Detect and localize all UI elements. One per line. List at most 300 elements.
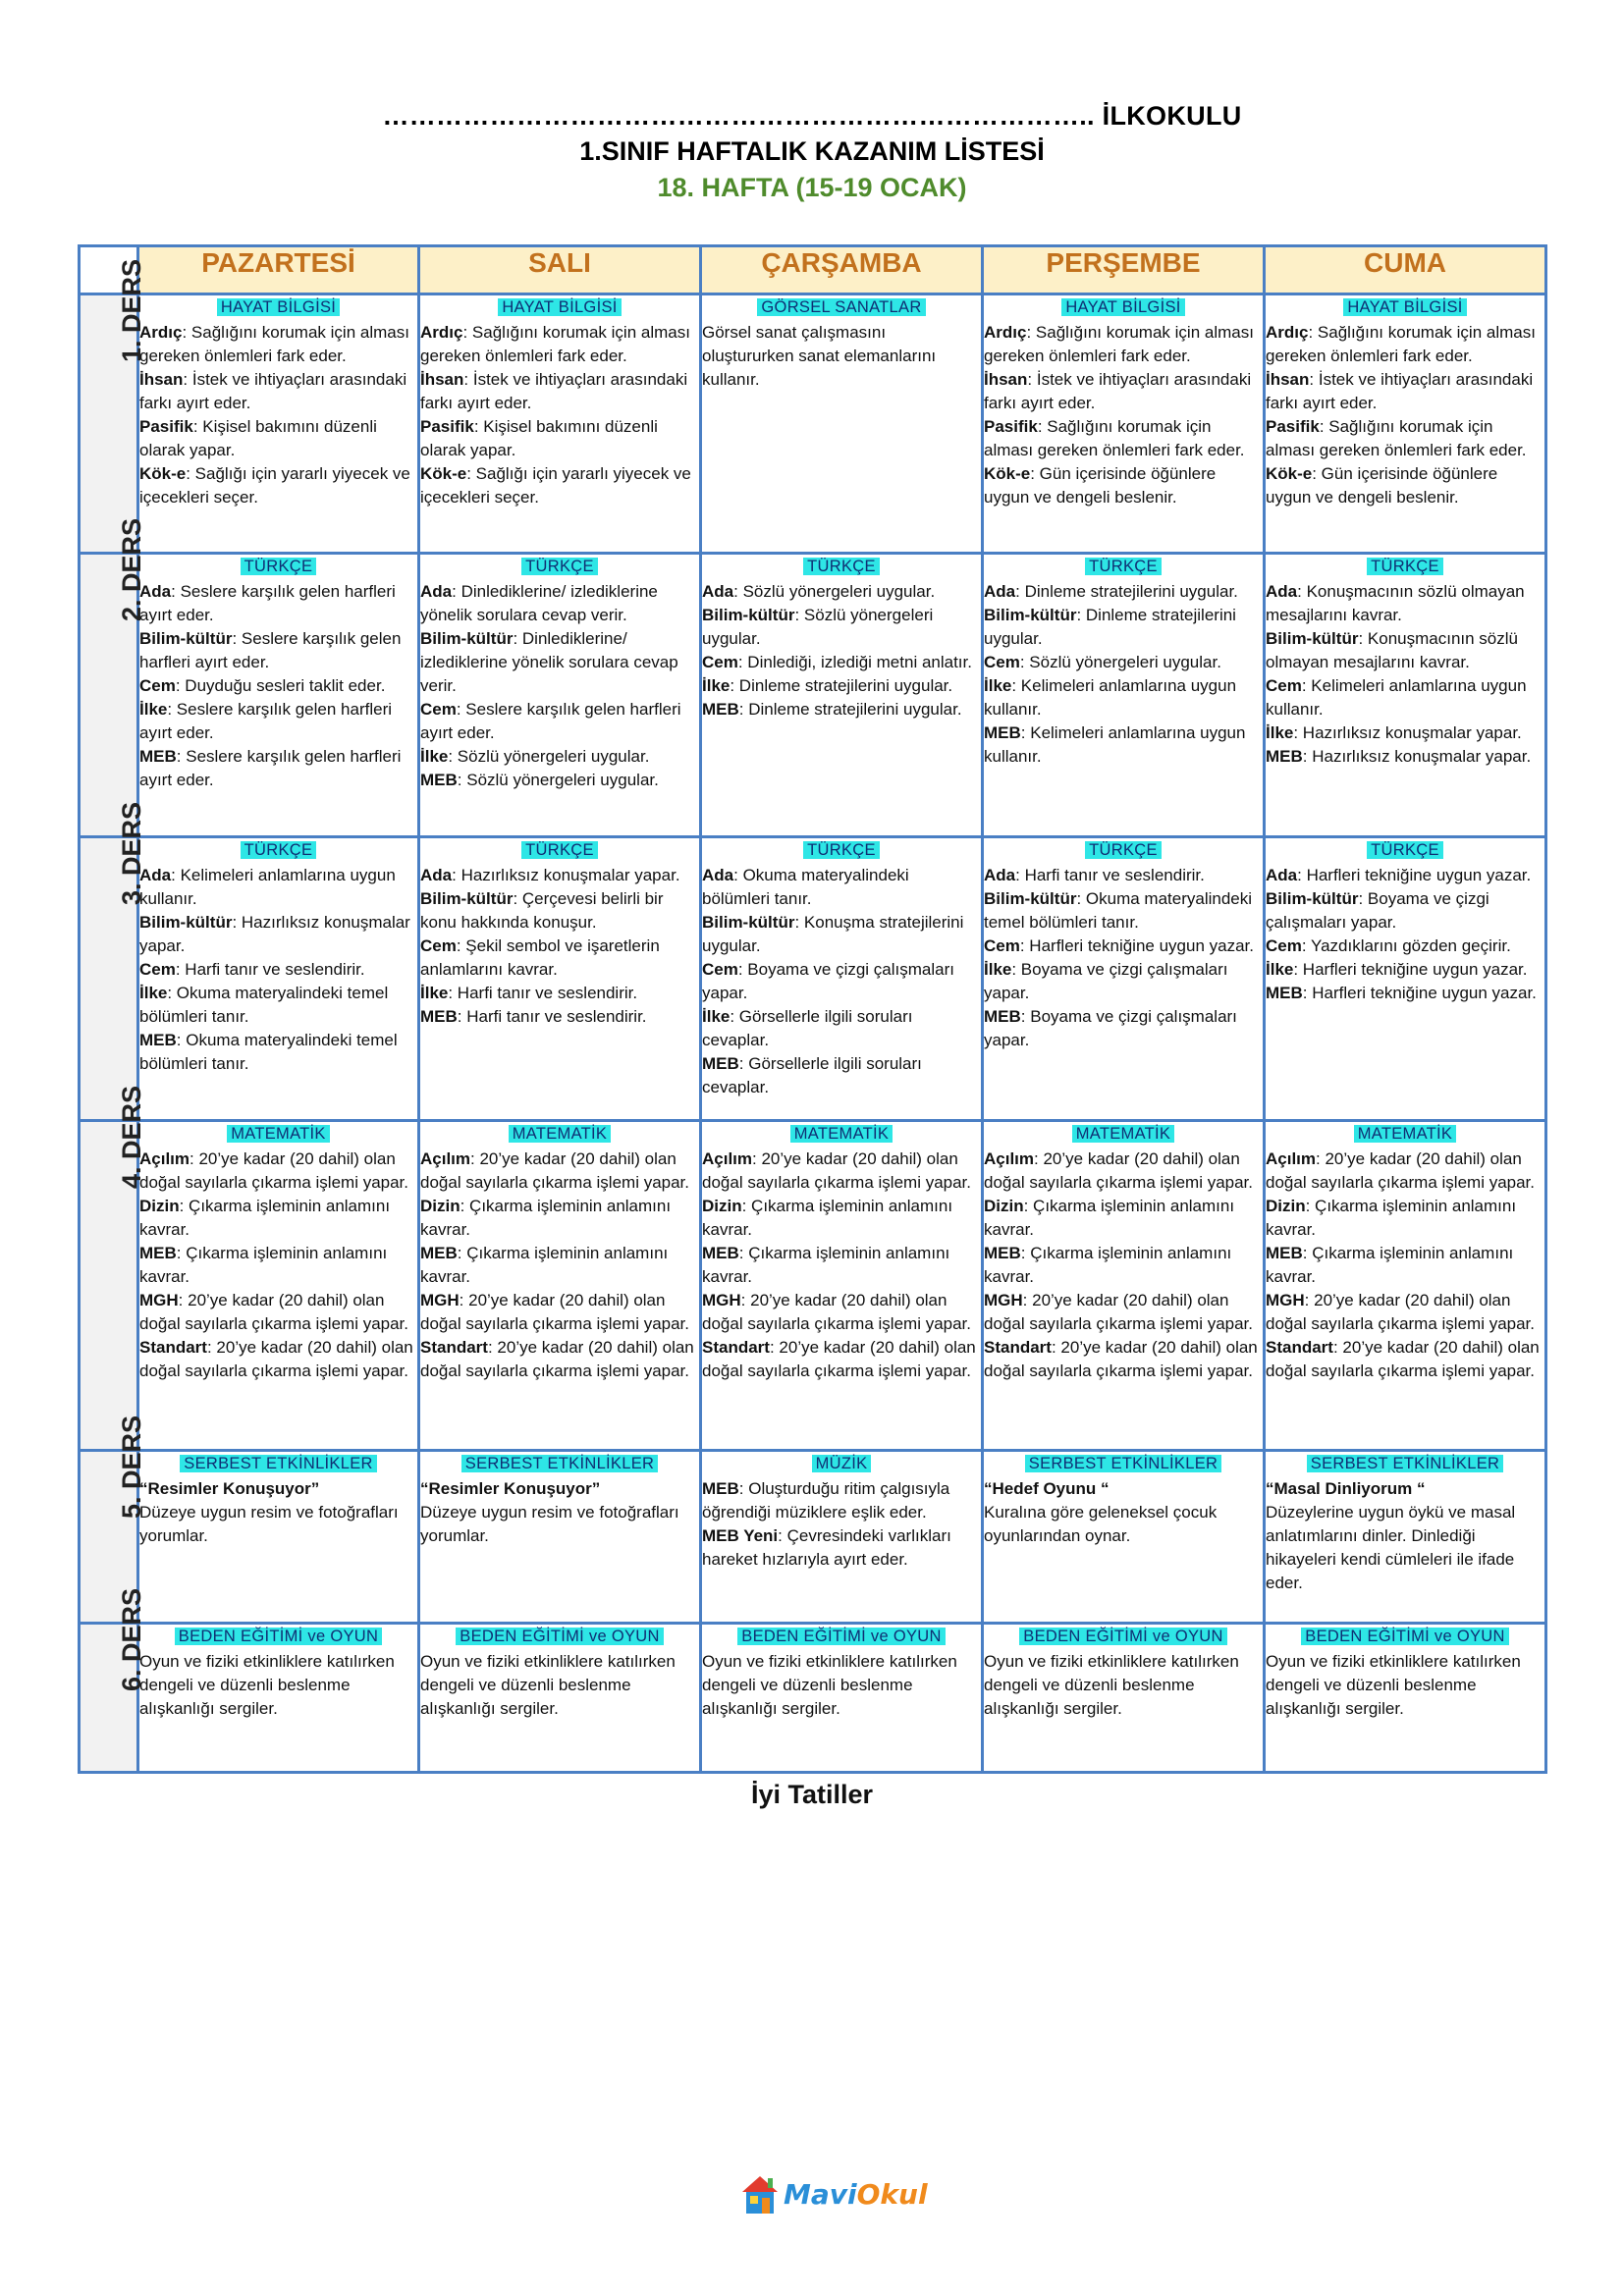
subject-heading (420, 1627, 699, 1647)
outcome-line (984, 1005, 1263, 1052)
source-label: Açılım (984, 1149, 1035, 1168)
subject-badge: BEDEN EĞİTİMİ ve OYUN (1301, 1628, 1508, 1645)
outcome-text: : Seslere karşılık gelen harfleri ayırt eder. (420, 700, 681, 742)
source-label: İhsan (1266, 370, 1310, 389)
outcome-line (420, 1477, 699, 1501)
outcome-line (1266, 580, 1544, 627)
subject-badge: GÖRSEL SANATLAR (757, 298, 925, 316)
outcome-line (702, 1148, 981, 1195)
source-label: İhsan (984, 370, 1028, 389)
subject-badge: TÜRKÇE (241, 841, 317, 859)
outcome-text: : 20’ye kadar (20 dahil) olan doğal sayılarla çıkarma işlemi yapar. (702, 1291, 972, 1333)
outcome-text: : 20’ye kadar (20 dahil) olan doğal sayılarla çıkarma işlemi yapar. (420, 1291, 690, 1333)
outcome-line (702, 604, 981, 651)
outcome-text: Düzeylerine uygun öykü ve masal anlatımlarını dinler. Dinlediği hikayeleri kendi cümleleri ile ifade eder. (1266, 1503, 1516, 1592)
outcome-line (1266, 1148, 1544, 1195)
subject-badge: SERBEST ETKİNLİKLER (1307, 1455, 1503, 1472)
source-label: MEB (139, 1244, 177, 1262)
period-row (80, 1624, 1546, 1773)
source-label: Cem (139, 960, 176, 979)
outcome-line (984, 721, 1263, 769)
source-label: Ardıç (420, 323, 463, 342)
outcome-text: : Boyama ve çizgi çalışmaları yapar. (702, 960, 954, 1002)
schedule-cell (1265, 1121, 1546, 1451)
outcome-text: : Seslere karşılık gelen harfleri ayırt eder. (139, 700, 393, 742)
outcome-line (1266, 462, 1544, 509)
source-label: Standart (702, 1338, 770, 1357)
outcome-text: : Çerçevesi belirli bir konu hakkında konuşur. (420, 889, 664, 932)
outcome-line (139, 368, 417, 415)
outcome-text: : Çıkarma işleminin anlamını kavrar. (139, 1197, 391, 1239)
schedule-cell (983, 554, 1265, 837)
outcome-line (984, 1242, 1263, 1289)
source-label: Pasifik (1266, 417, 1320, 436)
outcome-text: : Sağlığı için yararlı yiyecek ve içecekleri seçer. (139, 464, 410, 507)
outcome-line (139, 982, 417, 1029)
outcome-line (702, 1477, 981, 1524)
day-header: ÇARŞAMBA (701, 246, 983, 294)
subject-badge: HAYAT BİLGİSİ (1343, 298, 1466, 316)
schedule-cell (701, 1624, 983, 1773)
subject-heading (702, 1454, 981, 1474)
outcome-line (984, 580, 1263, 604)
outcome-line (702, 674, 981, 698)
period-label-cell (80, 1085, 147, 1451)
outcome-text: : Boyama ve çizgi çalışmaları yapar. (1266, 889, 1489, 932)
source-label: MEB (1266, 1244, 1303, 1262)
outcome-line (984, 887, 1263, 934)
outcome-text: : İstek ve ihtiyaçları arasındaki farkı ayırt eder. (139, 370, 407, 412)
logo-text-okul: Okul (856, 2178, 928, 2211)
source-label: Bilim-kültür (984, 606, 1077, 624)
outcome-text: : Konuşmacının sözlü olmayan mesajlarını kavrar. (1266, 629, 1518, 671)
schedule-cell (419, 294, 701, 554)
source-label: Dizin (702, 1197, 742, 1215)
outcome-text: : Sağlığını korumak için alması gereken önlemleri fark eder. (420, 323, 690, 365)
subject-badge: BEDEN EĞİTİMİ ve OYUN (737, 1628, 945, 1645)
outcome-text: : Okuma materyalindeki temel bölümleri tanır. (984, 889, 1253, 932)
subject-heading (702, 840, 981, 861)
outcome-line (984, 368, 1263, 415)
outcome-text: : Seslere karşılık gelen harfleri ayırt eder. (139, 582, 396, 624)
source-label: “Resimler Konuşuyor” (139, 1479, 320, 1498)
outcome-text: : Harfleri tekniğine uygun yazar. (1019, 936, 1254, 955)
outcome-text: : Çıkarma işleminin anlamını kavrar. (1266, 1244, 1514, 1286)
outcome-line (139, 1501, 417, 1548)
outcome-text: : Sözlü yönergeleri uygular. (733, 582, 936, 601)
logo-text-mavi: Mavi (784, 2178, 857, 2211)
outcome-text: : Konuşmacının sözlü olmayan mesajlarını kavrar. (1266, 582, 1525, 624)
outcome-text: : 20’ye kadar (20 dahil) olan doğal sayılarla çıkarma işlemi yapar. (984, 1291, 1254, 1333)
outcome-text: Oyun ve fiziki etkinliklere katılırken dengeli ve düzenli beslenme alışkanlığı sergiler. (139, 1652, 395, 1718)
outcome-text: Oyun ve fiziki etkinliklere katılırken dengeli ve düzenli beslenme alışkanlığı sergiler. (984, 1652, 1239, 1718)
outcome-line (984, 674, 1263, 721)
outcome-line (420, 698, 699, 745)
outcome-text: : 20’ye kadar (20 dahil) olan doğal sayılarla çıkarma işlemi yapar. (702, 1338, 976, 1380)
week-title: 18. HAFTA (15-19 OCAK) (657, 173, 967, 202)
subject-heading (1266, 557, 1544, 577)
schedule-cell (1265, 837, 1546, 1121)
outcome-text: : Gün içerisinde öğünlere uygun ve dengeli beslenir. (1266, 464, 1498, 507)
subject-badge: TÜRKÇE (241, 558, 317, 575)
outcome-text: : Çıkarma işleminin anlamını kavrar. (702, 1244, 950, 1286)
source-label: MEB (984, 723, 1021, 742)
outcome-line (702, 1336, 981, 1383)
outcome-line (984, 462, 1263, 509)
outcome-line (702, 1242, 981, 1289)
outcome-line (139, 1029, 417, 1076)
outcome-text: : Kişisel bakımını düzenli olarak yapar. (139, 417, 377, 459)
outcome-text: : Görsellerle ilgili soruları cevaplar. (702, 1054, 922, 1096)
outcome-text: : 20’ye kadar (20 dahil) olan doğal sayılarla çıkarma işlemi yapar. (702, 1149, 972, 1192)
source-label: Bilim-kültür (1266, 629, 1359, 648)
source-label: MGH (1266, 1291, 1305, 1309)
outcome-text: : Dinlediği, izlediği metni anlatır. (737, 653, 972, 671)
source-label: Bilim-kültür (139, 629, 233, 648)
outcome-text: : Kelimeleri anlamlarına uygun kullanır. (984, 723, 1246, 766)
schedule-cell (419, 554, 701, 837)
outcome-text: : Çıkarma işleminin anlamını kavrar. (420, 1244, 669, 1286)
subject-badge: MATEMATİK (509, 1125, 612, 1143)
outcome-line (1266, 627, 1544, 674)
source-label: İhsan (420, 370, 464, 389)
subject-badge: HAYAT BİLGİSİ (217, 298, 340, 316)
outcome-text: : 20’ye kadar (20 dahil) olan doğal sayılarla çıkarma işlemi yapar. (139, 1291, 409, 1333)
outcome-line (702, 1052, 981, 1099)
schedule-cell (1265, 1451, 1546, 1624)
outcome-text: Görsel sanat çalışmasını oluştururken sanat elemanlarını kullanır. (702, 323, 937, 389)
outcome-text: : Okuma materyalindeki temel bölümleri tanır. (139, 1031, 398, 1073)
source-label: Pasifik (984, 417, 1038, 436)
schedule-cell (419, 1624, 701, 1773)
page-header (0, 98, 1624, 206)
outcome-line (420, 745, 699, 769)
outcome-line (1266, 1242, 1544, 1289)
day-header: PAZARTESİ (138, 246, 419, 294)
subject-heading (139, 1124, 417, 1145)
outcome-text: : Dinleme stratejilerini uygular. (984, 606, 1236, 648)
outcome-line (702, 580, 981, 604)
outcome-line (702, 1195, 981, 1242)
source-label: Açılım (420, 1149, 471, 1168)
outcome-line (420, 321, 699, 368)
outcome-line (139, 415, 417, 462)
subject-heading (1266, 1627, 1544, 1647)
source-label: İlke (984, 960, 1012, 979)
source-label: MEB (702, 1244, 739, 1262)
outcome-line (702, 698, 981, 721)
outcome-text: : İstek ve ihtiyaçları arasındaki farkı ayırt eder. (984, 370, 1252, 412)
day-header: SALI (419, 246, 701, 294)
period-row (80, 294, 1546, 554)
outcome-text: : Dinleme stratejilerini uygular. (730, 676, 953, 695)
outcome-line (1266, 1289, 1544, 1336)
source-label: Cem (139, 676, 176, 695)
source-label: MEB (702, 1479, 739, 1498)
footer-text: İyi Tatiller (750, 1780, 874, 1809)
outcome-text: : Hazırlıksız konuşmalar yapar. (1293, 723, 1522, 742)
schedule-cell (983, 837, 1265, 1121)
source-label: MEB (139, 1031, 177, 1049)
subject-badge: TÜRKÇE (1367, 558, 1443, 575)
outcome-text: : Çıkarma işleminin anlamını kavrar. (984, 1197, 1235, 1239)
outcome-text: : Konuşma stratejilerini uygular. (702, 913, 964, 955)
source-label: Açılım (702, 1149, 753, 1168)
outcome-line (420, 627, 699, 698)
source-label: Dizin (420, 1197, 460, 1215)
outcome-line (984, 651, 1263, 674)
source-label: MGH (420, 1291, 460, 1309)
outcome-line (139, 1195, 417, 1242)
outcome-text: : Okuma materyalindeki temel bölümleri tanır. (139, 984, 389, 1026)
source-label: Dizin (139, 1197, 180, 1215)
subject-badge: MATEMATİK (227, 1125, 330, 1143)
outcome-line (702, 1524, 981, 1572)
schedule-cell (1265, 554, 1546, 837)
outcome-line (420, 934, 699, 982)
subject-heading (139, 1627, 417, 1647)
outcome-line (1266, 674, 1544, 721)
outcome-line (420, 769, 699, 792)
outcome-line (1266, 958, 1544, 982)
outcome-text: : Sağlığını korumak için alması gereken önlemleri fark eder. (1266, 417, 1527, 459)
outcome-line (139, 1148, 417, 1195)
outcome-text: : Çıkarma işleminin anlamını kavrar. (420, 1197, 672, 1239)
outcome-line (139, 627, 417, 674)
period-label: 2. DERS (117, 517, 147, 622)
outcome-line (1266, 934, 1544, 958)
outcome-text: : Duyduğu sesleri taklit eder. (175, 676, 386, 695)
outcome-line (1266, 368, 1544, 415)
subject-heading (702, 1124, 981, 1145)
source-label: Pasifik (139, 417, 193, 436)
subject-badge: HAYAT BİLGİSİ (498, 298, 621, 316)
page-title: 1.SINIF HAFTALIK KAZANIM LİSTESİ (579, 136, 1045, 166)
source-label: Açılım (1266, 1149, 1317, 1168)
source-label: MGH (984, 1291, 1023, 1309)
outcome-line (139, 745, 417, 792)
day-header: PERŞEMBE (983, 246, 1265, 294)
outcome-line (420, 1336, 699, 1383)
outcome-line (139, 1289, 417, 1336)
outcome-text: : 20’ye kadar (20 dahil) olan doğal sayılarla çıkarma işlemi yapar. (139, 1149, 409, 1192)
outcome-text: : 20’ye kadar (20 dahil) olan doğal sayılarla çıkarma işlemi yapar. (1266, 1291, 1536, 1333)
outcome-text: : Harfleri tekniğine uygun yazar. (1293, 960, 1528, 979)
period-label-cell (80, 801, 147, 1121)
source-label: Cem (420, 936, 457, 955)
outcome-text: : Çıkarma işleminin anlamını kavrar. (984, 1244, 1232, 1286)
source-label: MEB (984, 1007, 1021, 1026)
outcome-line (702, 958, 981, 1005)
subject-heading (984, 1124, 1263, 1145)
source-label: Ada (702, 866, 734, 884)
source-label: İlke (420, 747, 449, 766)
schedule-cell (1265, 1624, 1546, 1773)
outcome-line (420, 1289, 699, 1336)
subject-heading (420, 1124, 699, 1145)
outcome-line (984, 864, 1263, 887)
subject-badge: SERBEST ETKİNLİKLER (461, 1455, 658, 1472)
subject-heading (420, 557, 699, 577)
logo-text (784, 2178, 928, 2211)
outcome-line (1266, 1195, 1544, 1242)
outcome-line (1266, 415, 1544, 462)
outcome-text: : Sözlü yönergeleri uygular. (457, 771, 659, 789)
subject-heading (984, 1627, 1263, 1647)
subject-heading (702, 557, 981, 577)
subject-badge: TÜRKÇE (521, 841, 598, 859)
outcome-line (984, 415, 1263, 462)
outcome-line (139, 580, 417, 627)
schedule-cell (138, 1121, 419, 1451)
outcome-line (420, 1005, 699, 1029)
outcome-line (1266, 982, 1544, 1005)
outcome-text: : Yazdıklarını gözden geçirir. (1301, 936, 1511, 955)
outcome-line (1266, 1477, 1544, 1501)
subject-badge: BEDEN EĞİTİMİ ve OYUN (456, 1628, 663, 1645)
outcome-text: Oyun ve fiziki etkinliklere katılırken dengeli ve düzenli beslenme alışkanlığı sergiler. (420, 1652, 676, 1718)
source-label: Bilim-kültür (1266, 889, 1359, 908)
schedule-cell (983, 1624, 1265, 1773)
outcome-text: : Harfi tanır ve seslendirir. (175, 960, 365, 979)
outcome-line (1266, 321, 1544, 368)
outcome-line (420, 887, 699, 934)
outcome-text: : İstek ve ihtiyaçları arasındaki farkı ayırt eder. (420, 370, 688, 412)
subject-heading (139, 840, 417, 861)
outcome-text: : 20’ye kadar (20 dahil) olan doğal sayılarla çıkarma işlemi yapar. (1266, 1149, 1536, 1192)
period-label: 3. DERS (117, 801, 147, 906)
source-label: Cem (1266, 676, 1302, 695)
source-label: Ada (702, 582, 734, 601)
outcome-line (702, 1650, 981, 1721)
source-label: İlke (1266, 960, 1294, 979)
schedule-cell (983, 1121, 1265, 1451)
subject-heading (1266, 840, 1544, 861)
subject-badge: BEDEN EĞİTİMİ ve OYUN (1019, 1628, 1226, 1645)
source-label: Ardıç (984, 323, 1027, 342)
outcome-line (420, 1148, 699, 1195)
source-label: MEB Yeni (702, 1526, 779, 1545)
outcome-text: : Çıkarma işleminin anlamını kavrar. (1266, 1197, 1517, 1239)
outcome-text: Oyun ve fiziki etkinliklere katılırken dengeli ve düzenli beslenme alışkanlığı sergiler. (1266, 1652, 1521, 1718)
outcome-text: : Seslere karşılık gelen harfleri ayırt eder. (139, 747, 402, 789)
outcome-text: : Şekil sembol ve işaretlerin anlamlarını kavrar. (420, 936, 660, 979)
outcome-text: : Sözlü yönergeleri uygular. (1019, 653, 1221, 671)
mavi-okul-logo (740, 2174, 928, 2217)
outcome-text: : Sözlü yönergeleri uygular. (702, 606, 934, 648)
source-label: Bilim-kültür (702, 913, 795, 932)
source-label: İlke (984, 676, 1012, 695)
outcome-line (139, 1336, 417, 1383)
source-label: Kök-e (1266, 464, 1313, 483)
outcome-line (420, 1501, 699, 1548)
schedule-cell (701, 554, 983, 837)
period-label: 6. DERS (117, 1587, 147, 1692)
outcome-text: : Boyama ve çizgi çalışmaları yapar. (984, 1007, 1237, 1049)
period-row (80, 1121, 1546, 1451)
source-label: Bilim-kültür (420, 889, 514, 908)
subject-badge: MATEMATİK (1072, 1125, 1175, 1143)
subject-badge: TÜRKÇE (1085, 841, 1162, 859)
source-label: Ada (139, 866, 172, 884)
outcome-line (420, 415, 699, 462)
subject-heading (984, 1454, 1263, 1474)
outcome-text: : Dinleme stratejilerini uygular. (738, 700, 962, 719)
outcome-line (420, 982, 699, 1005)
source-label: İlke (139, 984, 168, 1002)
outcome-line (139, 1650, 417, 1721)
subject-badge: MATEMATİK (790, 1125, 893, 1143)
source-label: Ada (984, 582, 1016, 601)
source-label: Ada (984, 866, 1016, 884)
outcome-line (984, 1148, 1263, 1195)
subject-heading (139, 557, 417, 577)
source-label: Bilim-kültür (420, 629, 514, 648)
source-label: Dizin (1266, 1197, 1306, 1215)
outcome-text: : Gün içerisinde öğünlere uygun ve dengeli beslenir. (984, 464, 1217, 507)
period-row (80, 1451, 1546, 1624)
schedule-cell (701, 1121, 983, 1451)
outcome-text: Düzeye uygun resim ve fotoğrafları yorumlar. (420, 1503, 679, 1545)
source-label: Cem (1266, 936, 1302, 955)
schedule-cell (138, 1451, 419, 1624)
subject-heading (702, 297, 981, 318)
source-label: Dizin (984, 1197, 1024, 1215)
subject-heading (984, 557, 1263, 577)
schedule-cell (983, 294, 1265, 554)
outcome-line (984, 1650, 1263, 1721)
outcome-line (984, 1501, 1263, 1548)
source-label: Ada (139, 582, 172, 601)
period-label-cell (80, 1587, 147, 1773)
source-label: Ardıç (1266, 323, 1309, 342)
weekly-schedule-table (78, 244, 1547, 1774)
outcome-line (1266, 721, 1544, 745)
period-row (80, 554, 1546, 837)
subject-heading (984, 840, 1263, 861)
outcome-text: : Sözlü yönergeleri uygular. (448, 747, 650, 766)
source-label: MGH (139, 1291, 179, 1309)
source-label: MEB (139, 747, 177, 766)
source-label: İlke (139, 700, 168, 719)
outcome-text: : Sağlığını korumak için alması gereken önlemleri fark eder. (1266, 323, 1536, 365)
outcome-text: : Harfi tanır ve seslendirir. (457, 1007, 647, 1026)
outcome-text: : Dinleme stratejilerini uygular. (1015, 582, 1238, 601)
subject-heading (139, 297, 417, 318)
outcome-text: : 20’ye kadar (20 dahil) olan doğal sayılarla çıkarma işlemi yapar. (1266, 1338, 1540, 1380)
house-icon (740, 2174, 780, 2217)
source-label: İlke (702, 676, 731, 695)
outcome-text: : İstek ve ihtiyaçları arasındaki farkı ayırt eder. (1266, 370, 1534, 412)
outcome-text: : Görsellerle ilgili soruları cevaplar. (702, 1007, 913, 1049)
subject-heading (1266, 297, 1544, 318)
source-label: Ada (1266, 582, 1298, 601)
outcome-text: : Harfleri tekniğine uygun yazar. (1302, 984, 1537, 1002)
outcome-line (420, 462, 699, 509)
subject-badge: TÜRKÇE (1085, 558, 1162, 575)
source-label: Ada (420, 866, 453, 884)
outcome-line (139, 958, 417, 982)
subject-badge: MÜZİK (812, 1455, 872, 1472)
schedule-cell (1265, 294, 1546, 554)
outcome-text: : Sağlığını korumak için alması gereken önlemleri fark eder. (139, 323, 409, 365)
outcome-text: : Hazırlıksız konuşmalar yapar. (139, 913, 410, 955)
subject-heading (1266, 1124, 1544, 1145)
outcome-text: : Oluşturduğu ritim çalgısıyla öğrendiği müziklere eşlik eder. (702, 1479, 950, 1522)
subject-badge: TÜRKÇE (1367, 841, 1443, 859)
subject-heading (984, 297, 1263, 318)
outcome-line (139, 674, 417, 698)
